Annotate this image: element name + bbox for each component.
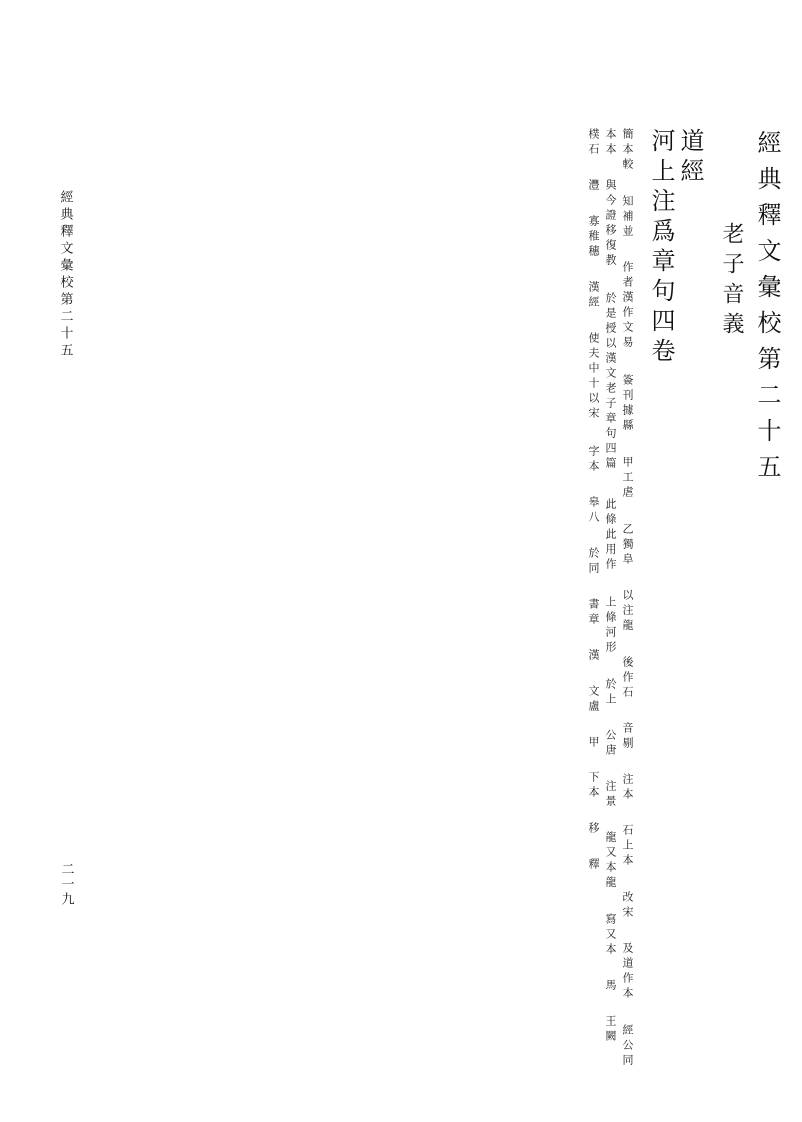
margin-title-text: 經典釋文彙校第二十五 <box>57 190 73 360</box>
folio <box>58 862 74 907</box>
commentary-note: 石上本 <box>621 824 634 869</box>
commentary-note: 寫又本 <box>604 912 617 958</box>
commentary-note: 乙獨阜 <box>621 522 634 568</box>
commentary-note: 知補並 <box>621 194 634 240</box>
commentary-note: 龍又本龍 <box>604 830 617 891</box>
commentary-note: 公唐 <box>604 728 617 759</box>
main-heading <box>675 128 705 188</box>
section-subtitle <box>717 222 745 342</box>
commentary-note: 漢經 <box>587 281 600 311</box>
commentary-note: 書章 <box>587 598 600 628</box>
commentary-note: 以注龍 <box>621 589 634 634</box>
folio-text: 二一九 <box>58 862 74 907</box>
commentary-note: 簽刊據縣 <box>621 374 634 434</box>
commentary-note: 簡本較 <box>621 128 634 173</box>
commentary-note: 文盧 <box>587 684 600 715</box>
commentary-note: 皋八 <box>587 496 600 526</box>
commentary-note: 經公同 <box>621 1023 634 1069</box>
commentary-note: 此條此用作 <box>604 498 617 573</box>
commentary-note: 甲 <box>587 735 600 751</box>
commentary-note: 樸石 <box>587 128 600 158</box>
commentary-note: 改宋 <box>621 890 634 921</box>
commentary-note: 甲工虐 <box>621 456 634 501</box>
volume-title <box>752 130 782 490</box>
commentary-note: 使夫中十以宋 <box>587 332 600 422</box>
commentary-note: 釋 <box>587 857 600 873</box>
commentary-note: 注景 <box>604 779 617 810</box>
margin-title <box>55 190 75 360</box>
commentary-note: 上條河形 <box>604 595 617 656</box>
commentary-note: 於是授以漢文老子章句四篇 <box>604 292 617 472</box>
volume-title-text: 經典釋文彙校第二十五 <box>753 130 781 490</box>
commentary-note: 灃 <box>587 179 600 194</box>
subtitle-text: 老子音義 <box>719 222 744 342</box>
commentary-note: 及道作本 <box>621 941 634 1002</box>
commentary-note: 與今證移復教 <box>604 179 617 269</box>
commentary-note: 注本 <box>621 773 634 803</box>
commentary-note: 音剔 <box>621 722 634 752</box>
commentary-note: 寡稚穗 <box>587 214 600 260</box>
commentary-note: 字本 <box>587 445 600 475</box>
main-line-text: 河上注爲章句四卷 <box>647 128 675 368</box>
commentary-note: 漢 <box>587 649 600 664</box>
commentary-note: 本本 <box>604 128 617 158</box>
commentary-note: 移 <box>587 822 600 837</box>
main-heading-text: 道經 <box>676 128 704 188</box>
commentary-note: 於上 <box>604 677 617 708</box>
commentary-note: 馬 <box>604 979 617 994</box>
commentary-note: 作者漢作文易 <box>621 261 634 351</box>
main-line <box>646 128 676 368</box>
commentary-note: 下本 <box>587 771 600 801</box>
commentary-block <box>96 128 636 1098</box>
commentary-note: 王闕 <box>604 1014 617 1045</box>
commentary-note: 後作石 <box>621 655 634 701</box>
commentary-note: 於同 <box>587 547 600 577</box>
